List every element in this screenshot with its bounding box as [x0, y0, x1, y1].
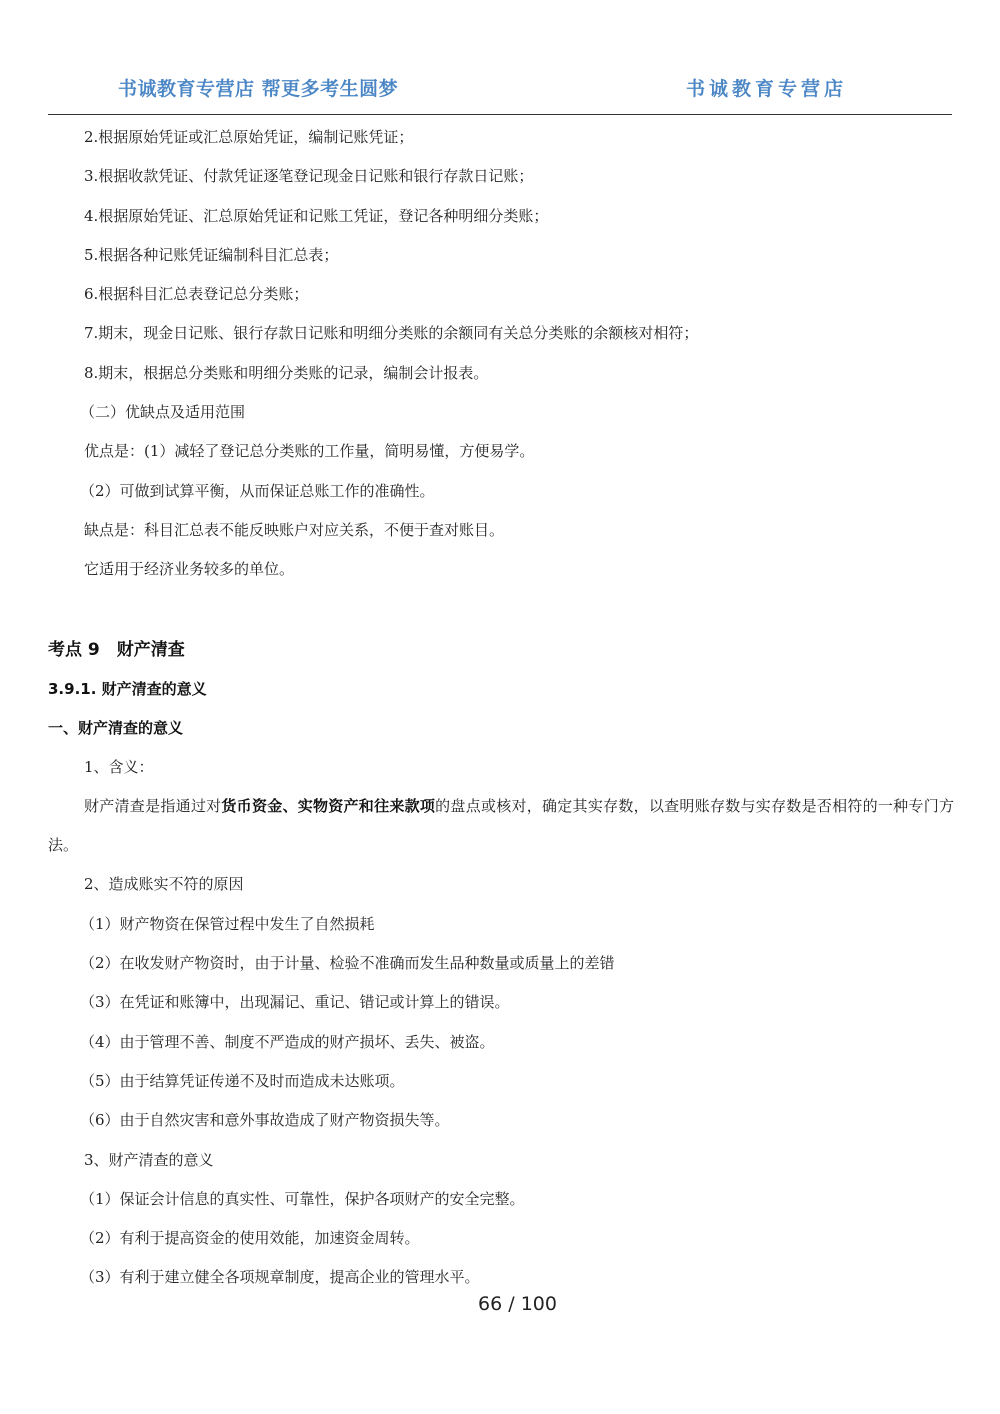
definition-emphasis: 货币资金、实物资产和往来款项 — [221, 796, 436, 815]
step-item: 4.根据原始凭证、汇总原始凭证和记账工凭证，登记各种明细分类账； — [84, 206, 549, 225]
cons-item: 缺点是：科目汇总表不能反映账户对应关系，不便于查对账目。 — [84, 520, 505, 539]
step-item: 8.期末，根据总分类账和明细分类账的记录，编制会计报表。 — [84, 363, 489, 382]
page-indicator: 66 / 100 — [478, 1293, 557, 1315]
pros-item: 优点是：(1）减轻了登记总分类账的工作量，简明易懂，方便易学。 — [84, 442, 535, 461]
step-item: 7.期末，现金日记账、银行存款日记账和明细分类账的余额同有关总分类账的余额核对相符； — [84, 324, 699, 343]
page-header — [48, 70, 952, 115]
kaodian-heading: 考点 9 财产清查 — [48, 639, 185, 660]
step-item: 3.根据收款凭证、付款凭证逐笔登记现金日记账和银行存款日记账； — [84, 167, 534, 186]
cause-item: （3）在凭证和账簿中，出现漏记、重记、错记或计算上的错误。 — [80, 993, 510, 1012]
definition-lead: 财产清查是指通过对 — [84, 796, 222, 815]
section-spacer — [48, 590, 954, 630]
pros-item: （2）可做到试算平衡，从而保证总账工作的准确性。 — [80, 481, 435, 500]
scope-item: 它适用于经济业务较多的单位。 — [84, 560, 295, 579]
causes-label: 2、造成账实不符的原因 — [84, 875, 244, 894]
significance-item: （3）有利于建立健全各项规章制度，提高企业的管理水平。 — [80, 1268, 480, 1287]
step-item: 6.根据科目汇总表登记总分类账； — [84, 285, 309, 304]
cause-item: （1）财产物资在保管过程中发生了自然损耗 — [80, 914, 375, 933]
pros-cons-heading: （二）优缺点及适用范围 — [80, 403, 246, 422]
section-heading: 一、财产清查的意义 — [48, 718, 184, 737]
meaning-definition — [48, 787, 954, 866]
subsection-heading: 3.9.1. 财产清查的意义 — [48, 679, 207, 698]
cause-item: （6）由于自然灾害和意外事故造成了财产物资损失等。 — [80, 1111, 450, 1130]
significance-label: 3、财产清查的意义 — [84, 1150, 214, 1169]
significance-item: （2）有利于提高资金的使用效能，加速资金周转。 — [80, 1229, 420, 1248]
cause-item: （2）在收发财产物资时，由于计量、检验不准确而发生品种数量或质量上的差错 — [80, 954, 615, 973]
header-store-slogan: 书诚教育专营店 帮更多考生圆梦 — [118, 78, 399, 100]
meaning-label: 1、含义： — [84, 757, 154, 776]
cause-item: （4）由于管理不善、制度不严造成的财产损坏、丢失、被盗。 — [80, 1032, 495, 1051]
definition-tail: 的盘点或核对，确定其实存数，以查明账存数与实存数是否相符的一种专门方法。 — [48, 796, 954, 855]
header-store-name: 书诚教育专营店 — [685, 78, 847, 100]
cause-item: （5）由于结算凭证传递不及时而造成未达账项。 — [80, 1071, 405, 1090]
significance-item: （1）保证会计信息的真实性、可靠性，保护各项财产的安全完整。 — [80, 1189, 525, 1208]
step-item: 2.根据原始凭证或汇总原始凭证，编制记账凭证； — [84, 128, 414, 146]
step-item: 5.根据各种记账凭证编制科目汇总表； — [84, 245, 339, 264]
document-body — [48, 118, 954, 1298]
